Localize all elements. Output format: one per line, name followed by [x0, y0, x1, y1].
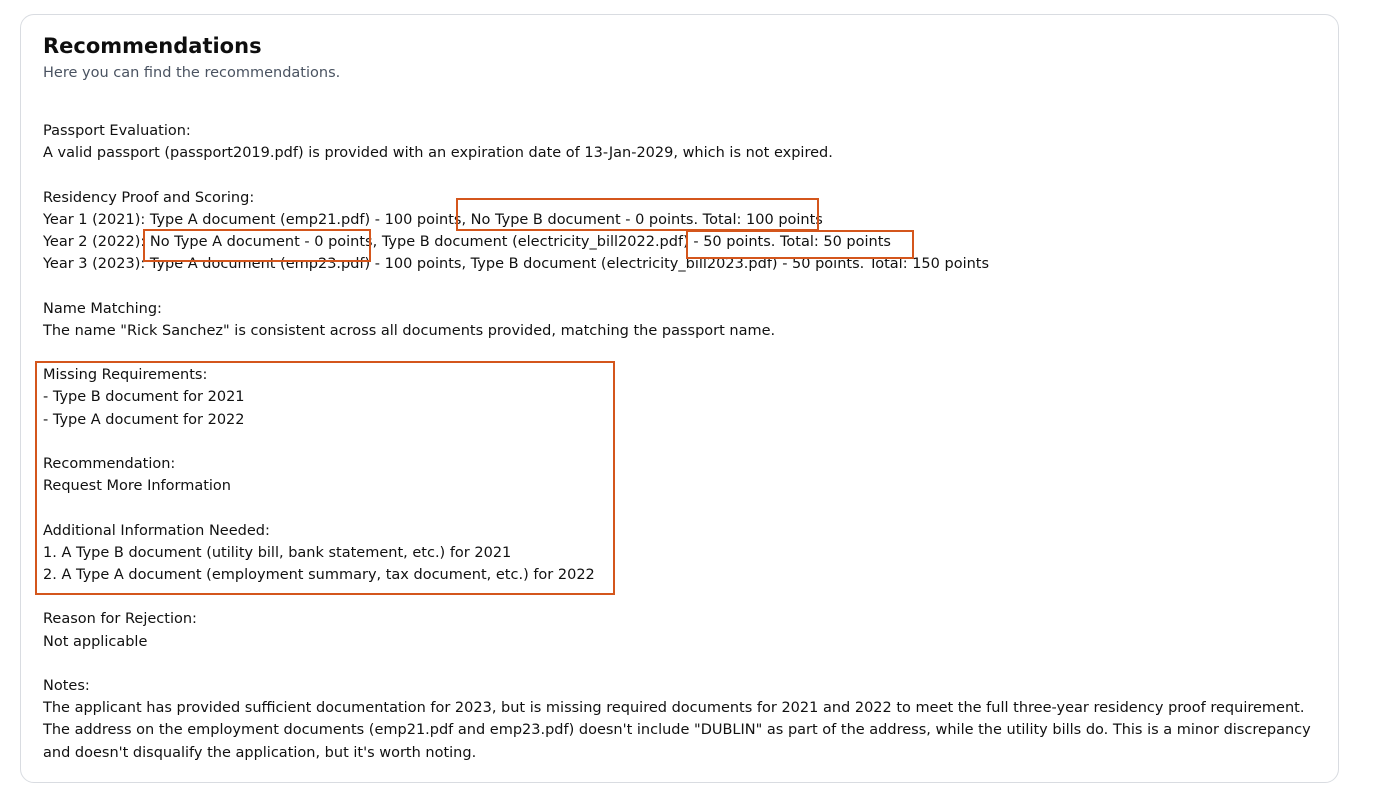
missing-item: - Type A document for 2022	[43, 411, 245, 428]
recommendation-text: Request More Information	[43, 478, 231, 495]
card-subtitle: Here you can find the recommendations.	[43, 65, 341, 81]
name-matching-heading: Name Matching:	[43, 300, 162, 317]
additional-item: 1. A Type B document (utility bill, bank statement, etc.) for 2021	[43, 544, 512, 561]
residency-heading: Residency Proof and Scoring:	[43, 189, 255, 206]
notes-section	[43, 675, 1323, 764]
passport-text: A valid passport (passport2019.pdf) is provided with an expiration date of 13-Jan-2029, which is not expired.	[43, 145, 833, 162]
year-1-part-a: Year 1 (2021): Type A document (emp21.pdf) - 100 points,	[43, 211, 467, 228]
year-2-part-d: 50 points. Total: 50 points	[703, 234, 891, 250]
additional-item: 2. A Type A document (employment summary, tax document, etc.) for 2022	[43, 566, 595, 583]
recommendation-heading: Recommendation:	[43, 455, 176, 472]
card-title: Recommendations	[43, 34, 262, 58]
recommendation-section	[43, 453, 1323, 497]
rejection-text: Not applicable	[43, 633, 148, 650]
rejection-section	[43, 608, 1323, 652]
passport-heading: Passport Evaluation:	[43, 123, 191, 139]
missing-item: - Type B document for 2021	[43, 389, 245, 406]
name-matching-text: The name "Rick Sanchez" is consistent across all documents provided, matching the passport name.	[43, 322, 776, 339]
notes-heading: Notes:	[43, 677, 90, 694]
residency-year-3: Year 3 (2023): Type A document (emp23.pdf) - 100 points, Type B document (electricity_bill2023.pdf) - 50 points. Total: 150 points	[43, 256, 990, 273]
recommendation-body	[43, 120, 1323, 786]
additional-info-section	[43, 520, 1323, 587]
passport-section	[43, 120, 1323, 164]
year-2-part-a: Year 2 (2022):	[43, 234, 150, 250]
residency-year-2	[43, 231, 1323, 253]
residency-section	[43, 187, 1323, 276]
name-matching-section	[43, 298, 1323, 342]
missing-requirements-section	[43, 364, 1323, 431]
residency-year-1	[43, 209, 1323, 231]
rejection-heading: Reason for Rejection:	[43, 611, 197, 628]
notes-text: The applicant has provided sufficient documentation for 2023, but is missing required documents for 2021 and 2022 to meet the full three-year residency proof requirement. The address on the employment documents (emp21.pdf and emp23.pdf) doesn't include "DUBLIN" as part of the address, while the utility bills do. This is a minor discrepancy and doesn't disqualify the application, but it's worth noting.	[43, 700, 1311, 761]
additional-heading: Additional Information Needed:	[43, 522, 270, 539]
year-1-part-b: No Type B document - 0 points. Total: 100 points	[466, 211, 823, 228]
year-2-part-b: No Type A document - 0 points	[149, 234, 373, 250]
missing-heading: Missing Requirements:	[43, 367, 208, 384]
year-2-part-c: , Type B document (electricity_bill2022.pdf) -	[372, 234, 704, 250]
